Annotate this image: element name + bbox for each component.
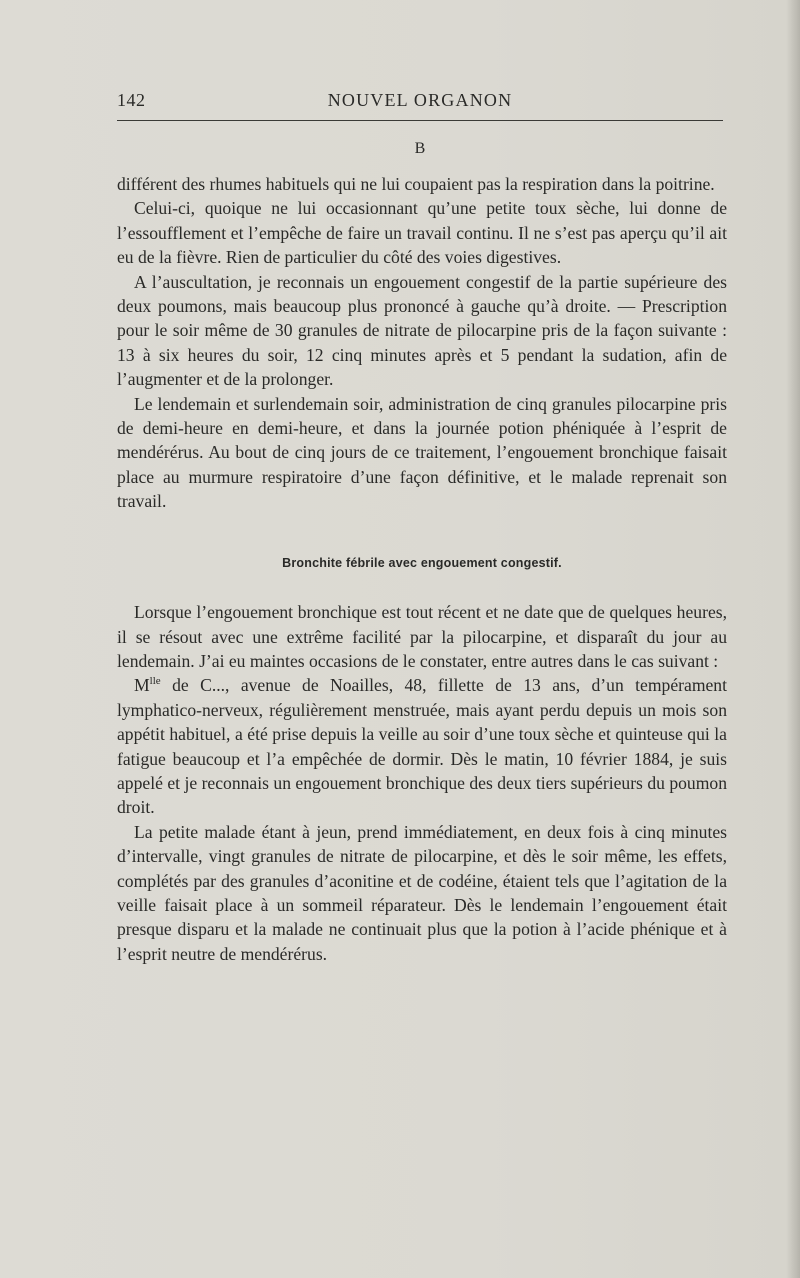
case-text: de C..., avenue de Noailles, 48, fillette de 13 ans, d’un tempérament lymphatico-nerveux, régulièrement menstruée, mais ayant perdu depuis un mois son appétit habituel, a été prise depuis la veille au soir d’une toux sèche et quinteuse qui la fatigue beaucoup et l’a empêchée de dormir. Dès le matin, 10 février 1884, je suis appelé et je reconnais un engouement bronchique des deux tiers supérieurs du poumon droit. bbox=[117, 675, 727, 818]
paragraph: Celui-ci, quoique ne lui occasionnant qu’une petite toux sèche, lui donne de l’essoufflement et l’empêche de faire un travail continu. Il ne s’est pas aperçu qu’il ait eu de la fièvre. Rien de particulier du côté des voies digestives. bbox=[117, 198, 727, 268]
honorific: M bbox=[134, 675, 150, 696]
page-header bbox=[117, 90, 723, 114]
paragraph: différent des rhumes habituels qui ne lui coupaient pas la respiration dans la poitrine. bbox=[117, 174, 715, 194]
paragraph: Le lendemain et surlendemain soir, administration de cinq granules pilocarpine pris de demi-heure en demi-heure, et dans la journée potion phéniquée à l’esprit de mendérérus. Au bout de cinq jours de ce traitement, l’engouement bronchique faisait place au murmure respiratoire d’une façon définitive, et le malade reprenait son travail. bbox=[117, 393, 727, 512]
paragraph: A l’auscultation, je reconnais un engouement congestif de la partie supérieure des deux poumons, mais beaucoup plus prononcé à gauche qu’à droite. — Prescription pour le soir même de 30 granules de nitrate de pilocarpine pris de la façon suivante : 13 à six heures du soir, 12 cinq minutes après et 5 pendant la sudation, afin de l’augmenter et de la prolonger. bbox=[117, 271, 727, 390]
paragraph-case bbox=[117, 673, 727, 819]
section-title: Bronchite fébrile avec engouement congestif. bbox=[282, 555, 562, 570]
page-edge-shadow bbox=[786, 0, 800, 1278]
paragraph: La petite malade étant à jeun, prend immédiatement, en deux fois à cinq minutes d’intervalle, vingt granules de nitrate de pilocarpine, et dès le soir même, les effets, complétés par des granules d’aconitine et de codéine, étaient tels que l’agitation de la veille faisait place à un sommeil réparateur. Dès le lendemain l’engouement était presque disparu et la malade ne continuait plus que la potion à l’acide phénique et à l’esprit neutre de mendérérus. bbox=[117, 821, 727, 964]
running-title: NOUVEL ORGANON bbox=[327, 90, 513, 110]
paragraph: Lorsque l’engouement bronchique est tout récent et ne date que de quelques heures, il se résout avec une extrême facilité par la pilocarpine, et disparaît du jour au lendemain. J’ai eu maintes occasions de le constater, entre autres dans le cas suivant : bbox=[117, 602, 727, 671]
header-rule bbox=[117, 120, 723, 121]
body-text bbox=[117, 172, 727, 966]
page-number: 142 bbox=[117, 90, 146, 110]
signature-mark: B bbox=[414, 140, 426, 157]
honorific-superscript: lle bbox=[149, 675, 161, 688]
